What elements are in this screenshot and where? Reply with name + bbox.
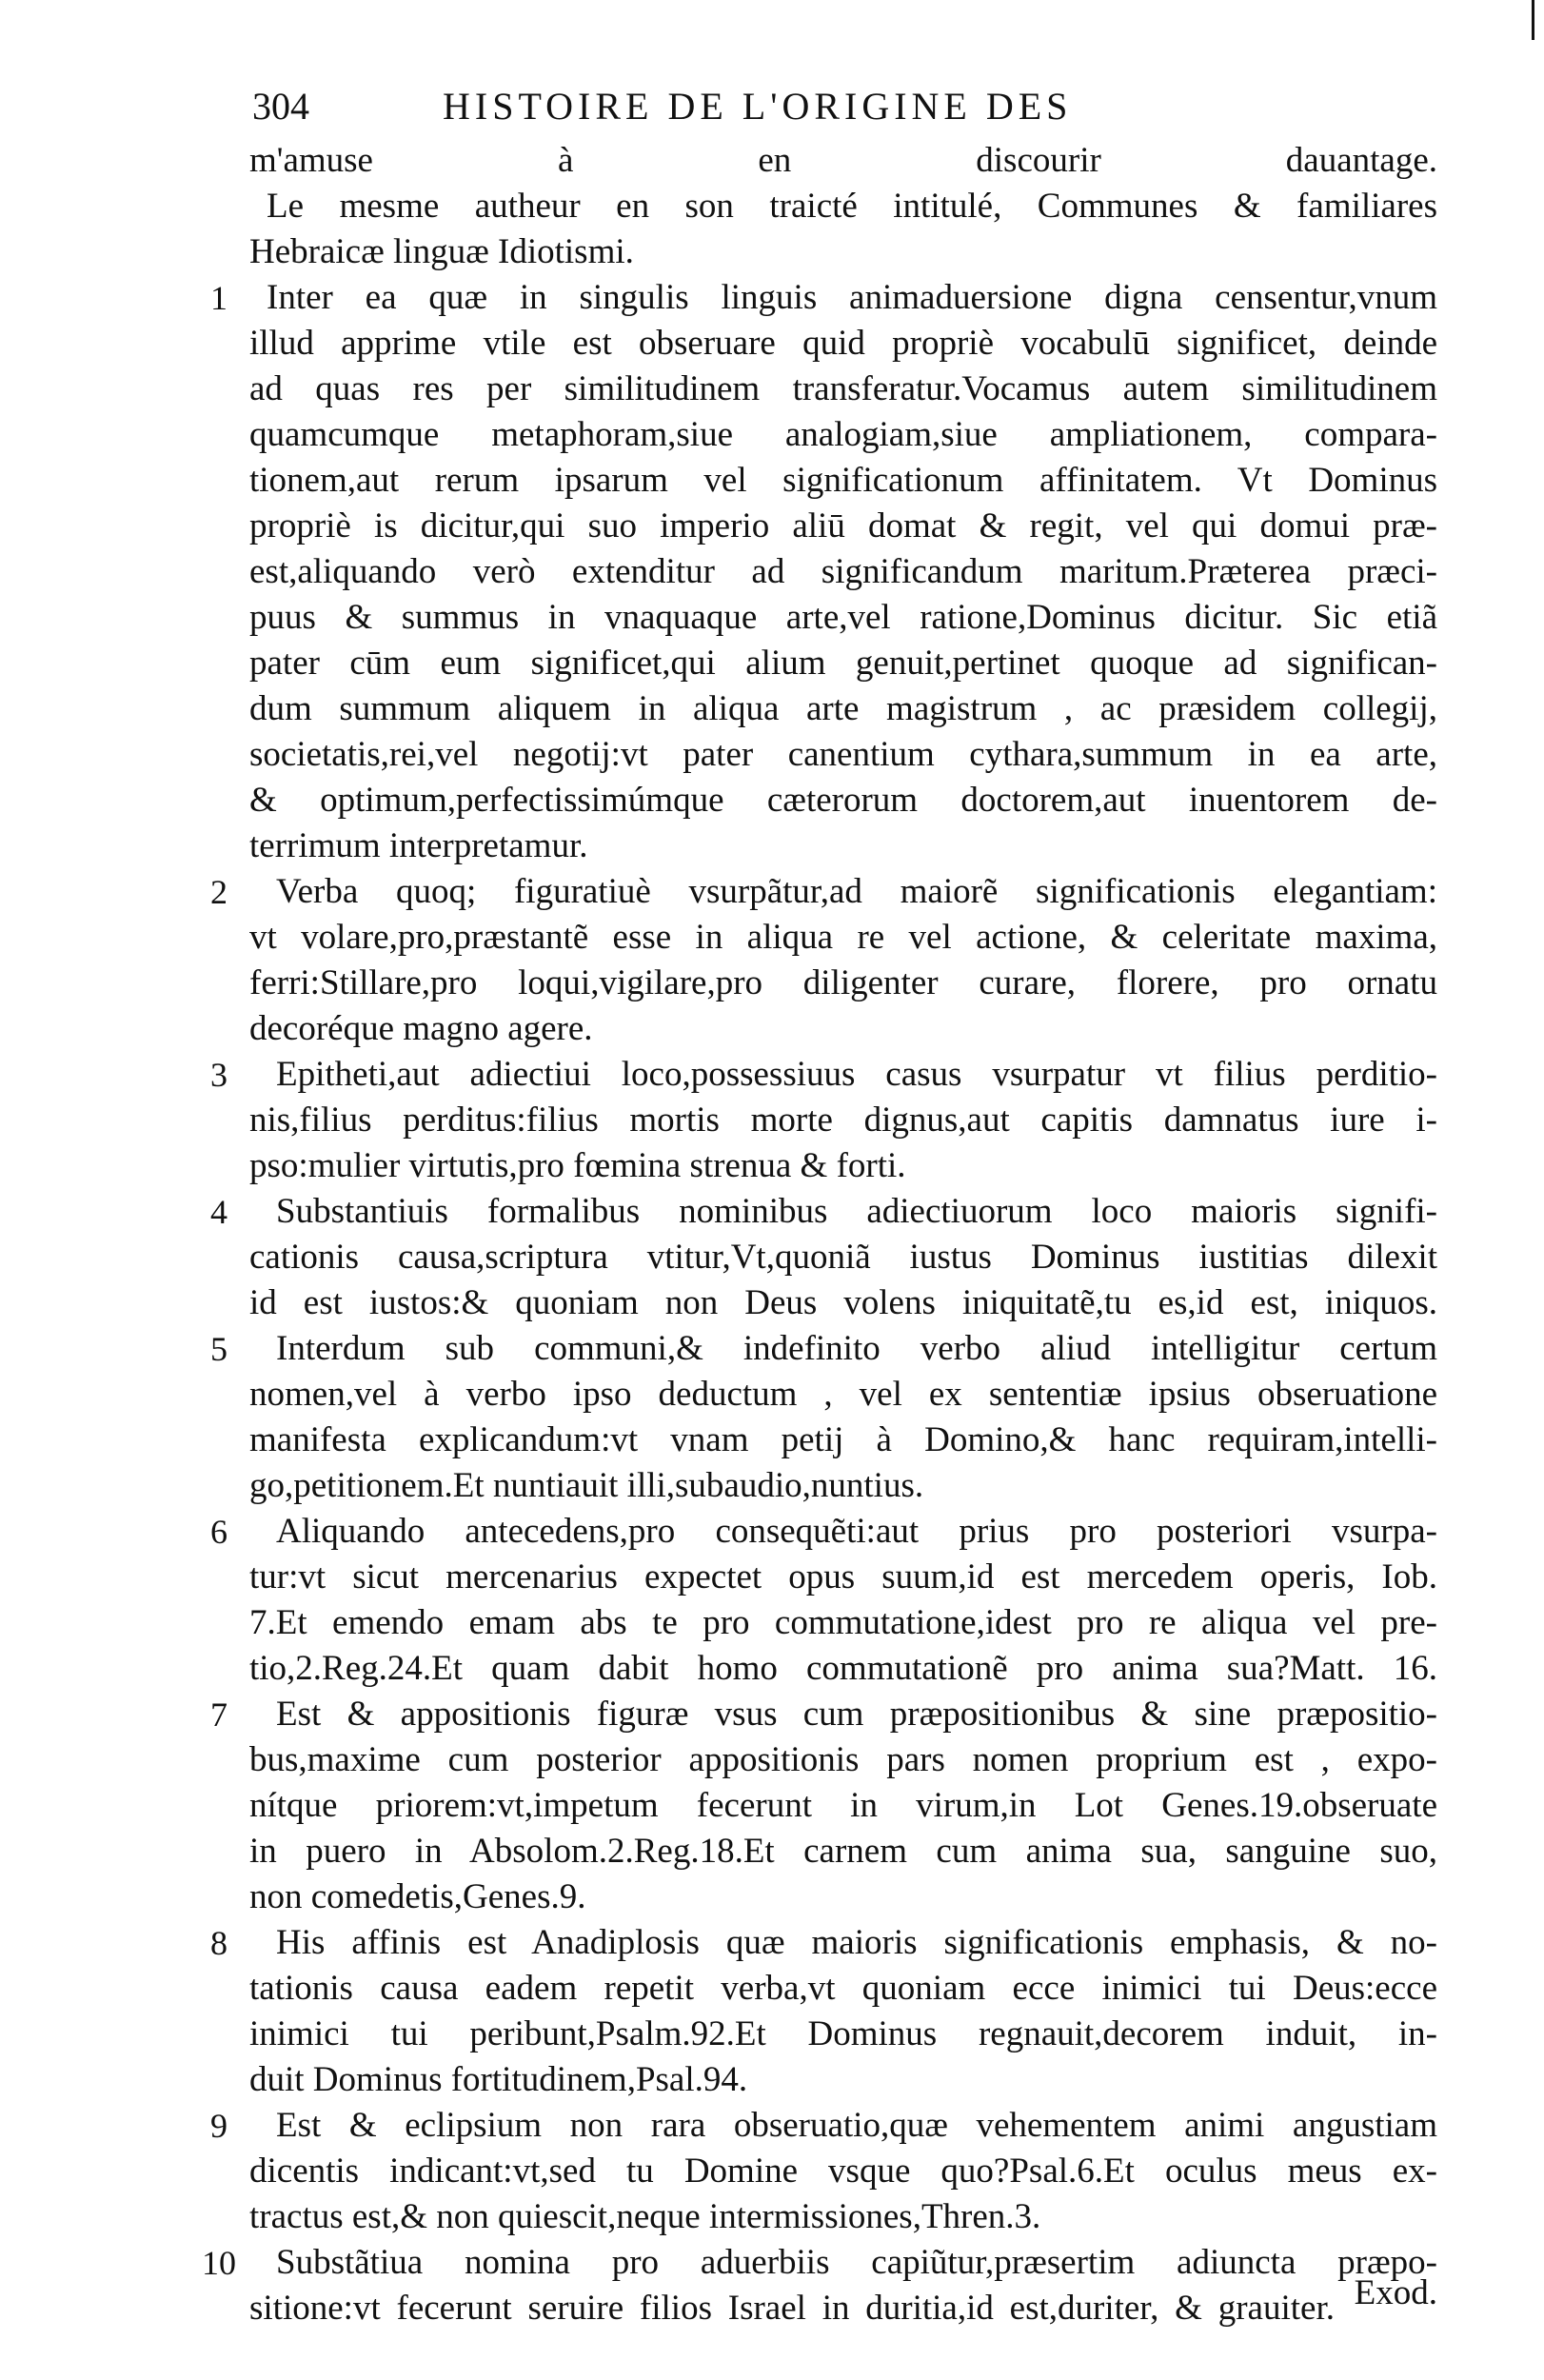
text-line: sitione:vt fecerunt seruire filios Israel in duritia,id est,duriter, & grauiter. [249,2289,1335,2328]
text-line: illud apprime vtile est obseruare quid propriè vocabulū significet, deinde [249,324,1437,363]
page-header [252,84,1299,141]
text-line: non comedetis,Genes.9. [249,1877,586,1916]
text-line: bus,maxime cum posterior appositionis pars nomen proprium est , expo- [249,1740,1437,1779]
margin-number: 7 [210,1696,228,1734]
text-line: inimici tui peribunt,Psalm.92.Et Dominus regnauit,decorem induit, in- [249,2014,1437,2053]
text-line: ad quas res per similitudinem transferatur.Vocamus autem similitudinem [249,369,1437,408]
text-line: Substãtiua nomina pro aduerbiis capiũtur,præsertim adiuncta præpo- [276,2243,1437,2282]
text-line: nomen,vel à verbo ipso deductum , vel ex sententiæ ipsius obseruatione [249,1375,1437,1414]
text-line: decoréque magno agere. [249,1009,593,1048]
text-line: m'amuse à en discourir dauantage. [249,141,1437,180]
text-line: Le mesme autheur en son traicté intitulé, Communes & familiares [267,187,1437,226]
text-line: nítque priorem:vt,impetum fecerunt in virum,in Lot Genes.19.obseruate [249,1786,1437,1825]
text-line: His affinis est Anadiplosis quæ maioris significationis emphasis, & no- [276,1923,1437,1962]
text-line: id est iustos:& quoniam non Deus volens iniquitatẽ,tu es,id est, iniquos. [249,1283,1437,1322]
text-line: Verba quoq; figuratiuè vsurpãtur,ad maiorẽ significationis elegantiam: [276,872,1437,911]
text-line: tationis causa eadem repetit verba,vt quoniam ecce inimici tui Deus:ecce [249,1969,1437,2008]
text-line: vt volare,pro,præstantẽ esse in aliqua re vel actione, & celeritate maxima, [249,918,1437,957]
text-line: ferri:Stillare,pro loqui,vigilare,pro diligenter curare, florere, pro ornatu [249,963,1437,1002]
text-line: Est & eclipsium non rara obseruatio,quæ vehementem animi angustiam [276,2106,1437,2145]
text-line: 7.Et emendo emam abs te pro commutatione,idest pro re aliqua vel pre- [249,1603,1437,1642]
text-line: Epitheti,aut adiectiui loco,possessiuus casus vsurpatur vt filius perditio- [276,1055,1437,1094]
text-line: quamcumque metaphoram,siue analogiam,siue ampliationem, compara- [249,415,1437,454]
text-line: Est & appositionis figuræ vsus cum præpositionibus & sine præpositio- [276,1695,1437,1734]
text-line: societatis,rei,vel negotij:vt pater canentium cythara,summum in ea arte, [249,735,1437,774]
text-line: in puero in Absolom.2.Reg.18.Et carnem cum anima sua, sanguine suo, [249,1832,1437,1871]
text-line: dum summum aliquem in aliqua arte magistrum , ac præsidem collegij, [249,689,1437,728]
text-line: & optimum,perfectissimúmque cæterorum doctorem,aut inuentorem de- [249,781,1437,820]
text-line: Aliquando antecedens,pro consequẽti:aut prius pro posteriori vsurpa- [276,1512,1437,1551]
text-line: pso:mulier virtutis,pro fœmina strenua & forti. [249,1146,906,1185]
text-line: Inter ea quæ in singulis linguis animaduersione digna censentur,vnum [267,278,1437,317]
text-line: propriè is dicitur,qui suo imperio aliū domat & regit, vel qui domui præ- [249,506,1437,545]
margin-number: 2 [210,873,228,911]
text-line: Interdum sub communi,& indefinito verbo aliud intelligitur certum [276,1329,1437,1368]
text-line: tractus est,& non quiescit,neque intermissiones,Thren.3. [249,2197,1041,2236]
margin-number: 5 [210,1330,228,1368]
margin-number: 8 [210,1924,228,1962]
margin-number: 9 [210,2107,228,2145]
text-line: Hebraicæ linguæ Idiotismi. [249,232,634,271]
text-line: dicentis indicant:vt,sed tu Domine vsque quo?Psal.6.Et oculus meus ex- [249,2152,1437,2191]
text-line: manifesta explicandum:vt vnam petij à Domino,& hanc requiram,intelli- [249,1420,1437,1459]
text-line: pater cūm eum significet,qui alium genuit,pertinet quoque ad significan- [249,644,1437,683]
text-line: cationis causa,scriptura vtitur,Vt,quoniã iustus Dominus iustitias dilexit [249,1238,1437,1277]
text-line: puus & summus in vnaquaque arte,vel ratione,Dominus dicitur. Sic etiã [249,598,1437,637]
text-line: go,petitionem.Et nuntiauit illi,subaudio,nuntius. [249,1466,924,1505]
text-line: nis,filius perditus:filius mortis morte dignus,aut capitis damnatus iure i- [249,1101,1437,1140]
text-line: terrimum interpretamur. [249,826,588,865]
page-edge-mark [1532,0,1534,40]
running-title: HISTOIRE DE L'ORIGINE DES [443,85,1073,128]
text-line: tionem,aut rerum ipsarum vel significationum affinitatem. Vt Dominus [249,461,1437,500]
margin-number: 1 [210,279,228,317]
margin-number: 4 [210,1193,228,1231]
text-line: tur:vt sicut mercenarius expectet opus suum,id est mercedem operis, Iob. [249,1557,1437,1597]
text-line: Substantiuis formalibus nominibus adiectiuorum loco maioris signifi- [276,1192,1437,1231]
margin-number: 10 [202,2244,236,2282]
margin-number: 6 [210,1513,228,1551]
text-line: est,aliquando verò extenditur ad significandum maritum.Præterea præci- [249,552,1437,591]
catchword: Exod. [1354,2273,1437,2312]
text-line: duit Dominus fortitudinem,Psal.94. [249,2060,748,2099]
page-number: 304 [252,85,309,128]
margin-number: 3 [210,1056,228,1094]
text-line: tio,2.Reg.24.Et quam dabit homo commutationẽ pro anima sua?Matt. 16. [249,1649,1437,1688]
